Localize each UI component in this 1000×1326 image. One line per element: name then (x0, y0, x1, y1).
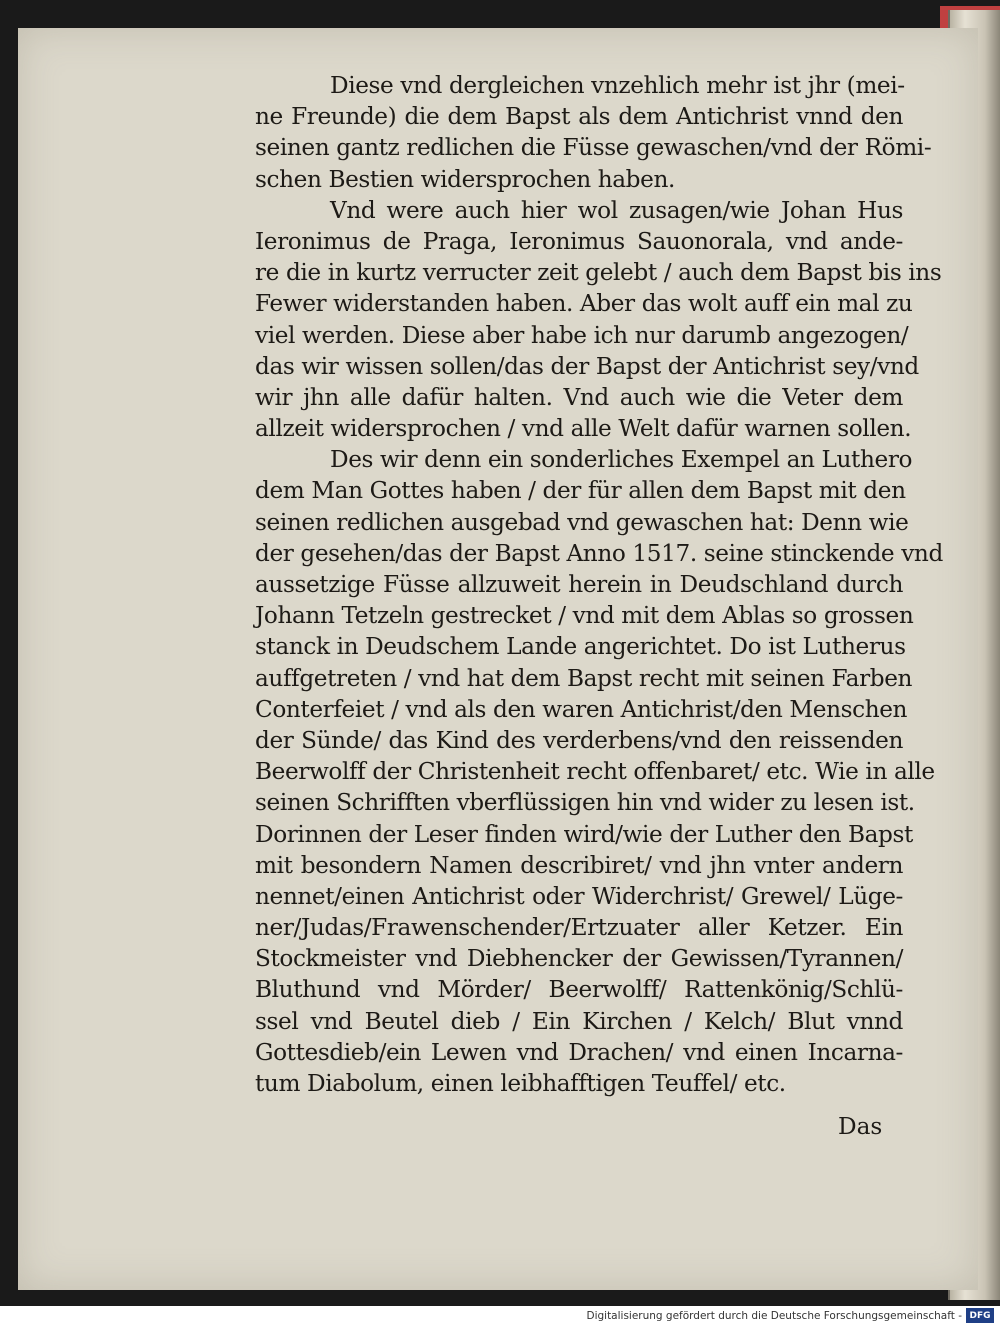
text-line: Beerwolff der Christenheit recht offenbaret/ etc. Wie in alle (255, 758, 935, 786)
text-line: der gesehen/das der Bapst Anno 1517. seine stinckende vnd (255, 539, 943, 567)
text-line: re die in kurtz verructer zeit gelebt / auch dem Bapst bis ins (255, 259, 942, 287)
text-line: aussetzige Füsse allzuweit herein in Deudschland durch (255, 571, 903, 598)
text-line: Stockmeister vnd Diebhencker der Gewissen/Tyrannen/ (255, 945, 903, 973)
text-line: Conterfeiet / vnd als den waren Antichrist/den Menschen (255, 695, 908, 723)
text-line: der Sünde/ das Kind des verderbens/vnd den reissenden (255, 726, 903, 754)
body-text (255, 70, 943, 1099)
text-line: seinen gantz redlichen die Füsse gewaschen/vnd der Römi- (255, 134, 932, 162)
text-line: stanck in Deudschem Lande angerichtet. Do ist Lutherus (255, 633, 906, 661)
text-line: das wir wissen sollen/das der Bapst der Antichrist sey/vnd (255, 352, 919, 380)
text-line: viel werden. Diese aber habe ich nur darumb angezogen/ (255, 321, 909, 349)
catchword: Das (838, 1113, 883, 1140)
dfg-logo-icon: DFG (966, 1308, 994, 1323)
text-line: schen Bestien widersprochen haben. (255, 165, 675, 193)
text-line: Vnd were auch hier wol zusagen/wie Johan Hus (330, 196, 903, 224)
text-line: nennet/einen Antichrist oder Widerchrist/ Grewel/ Lüge- (255, 882, 903, 910)
text-line: mit besondern Namen describiret/ vnd jhn vnter andern (255, 851, 903, 879)
text-line: Fewer widerstanden haben. Aber das wolt auff ein mal zu (255, 290, 913, 318)
funding-notice: Digitalisierung gefördert durch die Deutsche Forschungsgemeinschaft - (586, 1310, 962, 1322)
text-line: Dorinnen der Leser finden wird/wie der Luther den Bapst (255, 820, 913, 848)
text-line: Ieronimus de Praga, Ieronimus Sauonorala, vnd ande- (255, 227, 903, 255)
text-line: ssel vnd Beutel dieb / Ein Kirchen / Kelch/ Blut vnnd (255, 1007, 903, 1035)
footer (0, 1306, 1000, 1326)
text-line: allzeit widersprochen / vnd alle Welt dafür warnen sollen. (255, 415, 912, 443)
text-line: Diese vnd dergleichen vnzehlich mehr ist jhr (mei- (330, 72, 905, 99)
text-line: dem Man Gottes haben / der für allen dem Bapst mit den (255, 477, 906, 505)
text-line: tum Diabolum, einen leibhafftigen Teuffel/ etc. (255, 1070, 786, 1097)
text-line: auffgetreten / vnd hat dem Bapst recht mit seinen Farben (255, 664, 913, 692)
text-line: ne Freunde) die dem Bapst als dem Antichrist vnnd den (255, 103, 903, 131)
text-line: wir jhn alle dafür halten. Vnd auch wie die Veter dem (255, 383, 903, 411)
text-line: seinen redlichen ausgebad vnd gewaschen hat: Denn wie (255, 508, 909, 536)
text-line: seinen Schrifften vberflüssigen hin vnd wider zu lesen ist. (255, 789, 915, 817)
text-line: Bluthund vnd Mörder/ Beerwolff/ Rattenkönig/Schlü- (255, 976, 903, 1004)
text-line: ner/Judas/Frawenschender/Ertzuater aller Ketzer. Ein (255, 914, 903, 942)
text-line: Des wir denn ein sonderliches Exempel an Luthero (330, 446, 913, 474)
text-line: Johann Tetzeln gestrecket / vnd mit dem Ablas so grossen (255, 602, 914, 630)
text-line: Gottesdieb/ein Lewen vnd Drachen/ vnd einen Incarna- (255, 1038, 903, 1066)
